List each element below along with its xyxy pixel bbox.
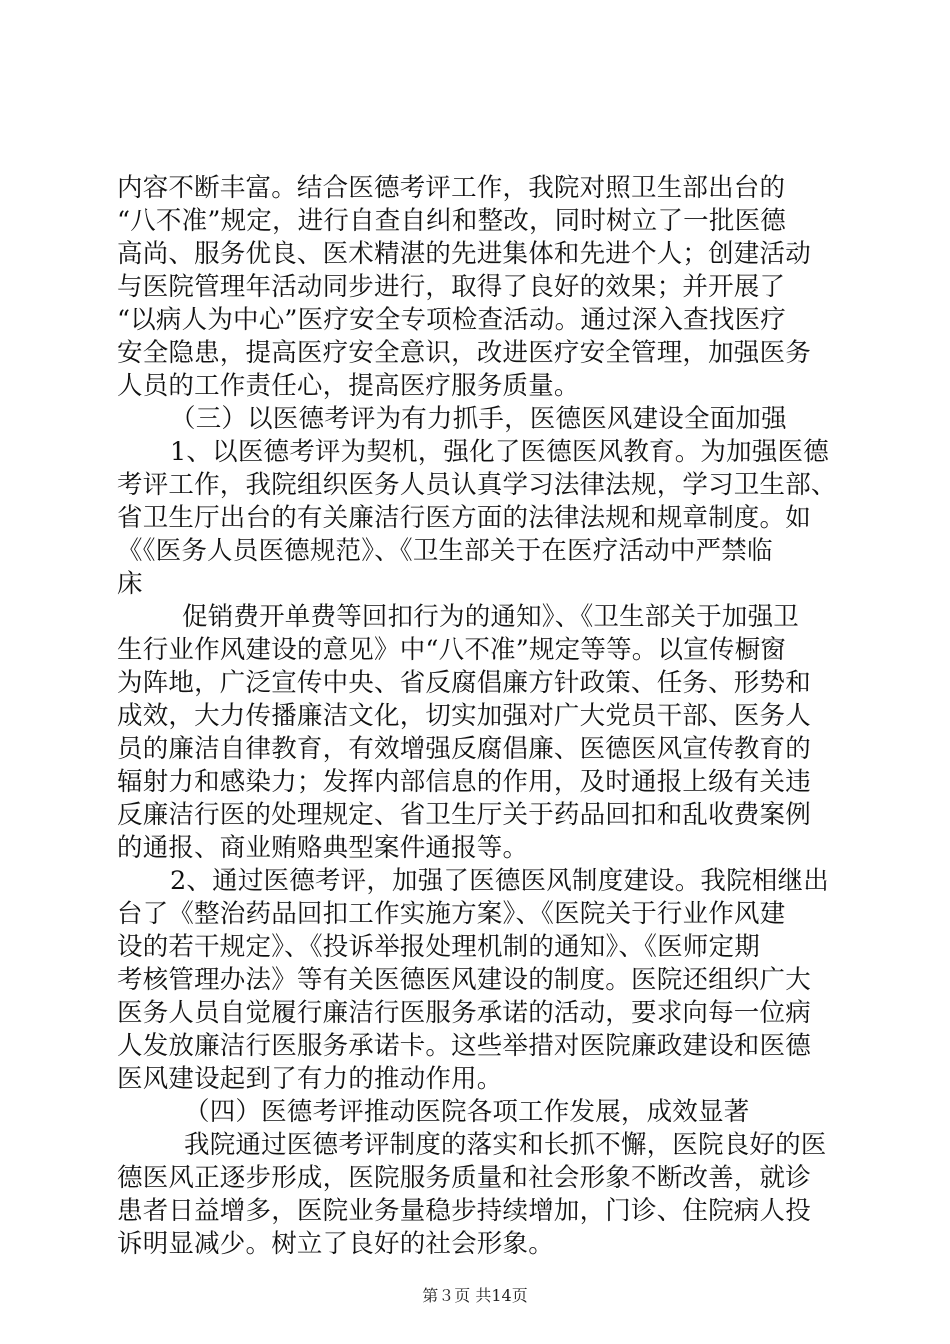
text-line: 高尚、服务优良、医术精湛的先进集体和先进个人；创建活动 xyxy=(117,239,811,269)
section-heading: （三）以医德考评为有力抓手，医德医风建设全面加强 xyxy=(170,404,787,434)
text-line: 省卫生厅出台的有关廉洁行医方面的法律法规和规章制度。如 xyxy=(117,503,811,533)
text-line: 我院通过医德考评制度的落实和长抓不懈，医院良好的医 xyxy=(184,1130,827,1160)
text-line: 员的廉洁自律教育，有效增强反腐倡廉、医德医风宣传教育的 xyxy=(117,734,811,764)
text-line: 医风建设起到了有力的推动作用。 xyxy=(117,1064,503,1094)
text-line: 与医院管理年活动同步进行，取得了良好的效果；并开展了 xyxy=(117,272,786,302)
text-line: 成效，大力传播廉洁文化，切实加强对广大党员干部、医务人 xyxy=(117,701,811,731)
text-line: 反廉洁行医的处理规定、省卫生厅关于药品回扣和乱收费案例 xyxy=(117,800,811,830)
text-line: 内容不断丰富。结合医德考评工作，我院对照卫生部出台的 xyxy=(117,173,786,203)
text-line: 台了《整治药品回扣工作实施方案》、《医院关于行业作风建 xyxy=(117,899,786,929)
text-line: 的通报、商业贿赂典型案件通报等。 xyxy=(117,833,529,863)
text-line: 2、通过医德考评，加强了医德医风制度建设。我院相继出 xyxy=(170,866,829,896)
text-line: 为阵地，广泛宣传中央、省反腐倡廉方针政策、任务、形势和 xyxy=(117,668,811,698)
text-line: 促销费开单费等回扣行为的通知》、《卫生部关于加强卫 xyxy=(182,602,800,632)
text-line: 诉明显减少。树立了良好的社会形象。 xyxy=(117,1229,554,1259)
text-line: 设的若干规定》、《投诉举报处理机制的通知》、《医师定期 xyxy=(117,932,760,962)
text-line: 床 xyxy=(117,569,143,599)
text-line: 《《医务人员医德规范》、《卫生部关于在医疗活动中严禁临 xyxy=(117,536,773,566)
text-line: 1、以医德考评为契机，强化了医德医风教育。为加强医德 xyxy=(170,437,829,467)
text-line: 德医风正逐步形成，医院服务质量和社会形象不断改善，就诊 xyxy=(117,1163,811,1193)
section-heading: （四）医德考评推动医院各项工作发展，成效显著 xyxy=(184,1097,750,1127)
text-line: 辐射力和感染力；发挥内部信息的作用，及时通报上级有关违 xyxy=(117,767,811,797)
text-line: 生行业作风建设的意见》中“八不准”规定等等。以宣传橱窗 xyxy=(117,635,786,665)
text-line: 医务人员自觉履行廉洁行医服务承诺的活动，要求向每一位病 xyxy=(117,998,811,1028)
text-line: “以病人为中心”医疗安全专项检查活动。通过深入查找医疗 xyxy=(117,305,786,335)
page-number-footer: 第３页 共14页 xyxy=(422,1286,528,1305)
text-line: 安全隐患，提高医疗安全意识，改进医疗安全管理，加强医务 xyxy=(117,338,811,368)
text-line: 考评工作，我院组织医务人员认真学习法律法规，学习卫生部、 xyxy=(117,470,837,500)
text-line: 人员的工作责任心，提高医疗服务质量。 xyxy=(117,371,580,401)
text-line: 患者日益增多，医院业务量稳步持续增加，门诊、住院病人投 xyxy=(117,1196,811,1226)
text-line: 考核管理办法》等有关医德医风建设的制度。医院还组织广大 xyxy=(117,965,811,995)
text-line: 人发放廉洁行医服务承诺卡。这些举措对医院廉政建设和医德 xyxy=(117,1031,811,1061)
text-line: “八不准”规定，进行自查自纠和整改，同时树立了一批医德 xyxy=(117,206,786,236)
